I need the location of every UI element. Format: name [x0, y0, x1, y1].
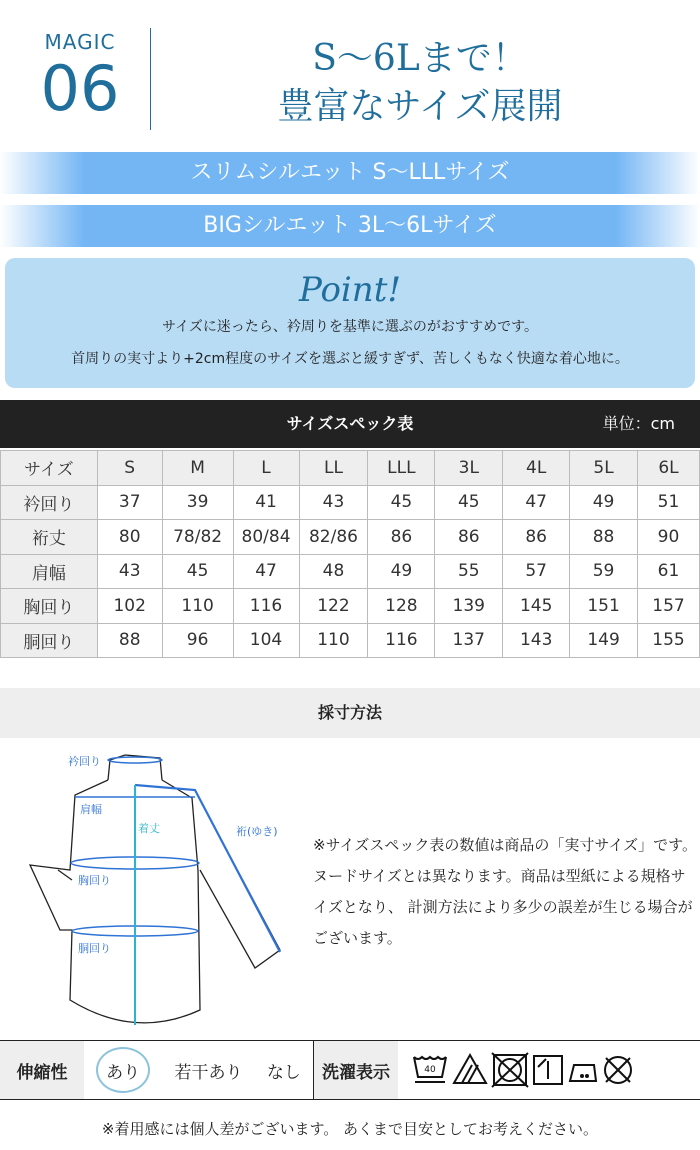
- magic-number: 06: [40, 52, 120, 125]
- table-cell: 80/84: [233, 520, 299, 555]
- title-line2: 豊富なサイズ展開: [277, 86, 563, 127]
- table-cell: 47: [233, 554, 299, 589]
- table-cell: 86: [503, 520, 570, 555]
- table-cell: 86: [368, 520, 435, 555]
- table-row: [1, 554, 700, 589]
- table-cell: 157: [638, 589, 700, 624]
- table-cell: L: [233, 451, 299, 486]
- table-cell: 59: [570, 554, 638, 589]
- table-cell: 96: [162, 623, 233, 658]
- row-label: 衿回り: [1, 485, 98, 520]
- table-header: [0, 400, 700, 448]
- row-label: サイズ: [1, 451, 98, 486]
- table-cell: 55: [435, 554, 503, 589]
- table-cell: 3L: [435, 451, 503, 486]
- label-chest: 胸回り: [78, 874, 111, 887]
- table-row: [1, 589, 700, 624]
- point-box: [5, 258, 695, 388]
- table-cell: 4L: [503, 451, 570, 486]
- table-cell: M: [162, 451, 233, 486]
- table-cell: 49: [570, 485, 638, 520]
- table-cell: 43: [97, 554, 162, 589]
- wash-symbols: [398, 1041, 658, 1099]
- table-cell: 45: [368, 485, 435, 520]
- table-row: [1, 623, 700, 658]
- table-cell: 145: [503, 589, 570, 624]
- label-length: 着丈: [138, 822, 160, 835]
- slim-silhouette-bar: スリムシルエット S〜LLLサイズ: [0, 152, 700, 194]
- point-line2: 首周りの実寸より+2cm程度のサイズを選ぶと緩すぎず、苦しくもなく快適な着心地に。: [71, 351, 629, 367]
- no-bleach-chlorine-icon: [454, 1055, 486, 1083]
- table-cell: 78/82: [162, 520, 233, 555]
- table-cell: 149: [570, 623, 638, 658]
- no-dry-clean-icon: [605, 1057, 631, 1083]
- shirt-diagram: [0, 740, 300, 1035]
- table-row: [1, 485, 700, 520]
- row-label: 裄丈: [1, 520, 98, 555]
- table-cell: 86: [435, 520, 503, 555]
- table-cell: 57: [503, 554, 570, 589]
- table-cell: 102: [97, 589, 162, 624]
- no-tumble-dry-icon: [492, 1053, 528, 1087]
- table-cell: 43: [299, 485, 368, 520]
- table-cell: 48: [299, 554, 368, 589]
- table-cell: 39: [162, 485, 233, 520]
- measure-title: 採寸方法: [0, 688, 700, 738]
- label-sleeve: 裄(ゆき): [236, 825, 278, 838]
- table-row: [1, 451, 700, 486]
- table-cell: 6L: [638, 451, 700, 486]
- measure-note: ※サイズスペック表の数値は商品の「実寸サイズ」です。 ヌードサイズとは異なります。商品は型紙による規格サイズとなり、 計測方法により多少の誤差が生じる場合がございます。: [313, 836, 697, 947]
- table-cell: S: [97, 451, 162, 486]
- wash-temp: 40: [424, 1065, 436, 1075]
- table-row: [1, 520, 700, 555]
- spec-row: [0, 1040, 700, 1100]
- row-label: 肩幅: [1, 554, 98, 589]
- table-cell: 122: [299, 589, 368, 624]
- table-unit: 単位：cm: [602, 414, 675, 433]
- row-label: 胴回り: [1, 623, 98, 658]
- label-shoulder: 肩幅: [80, 803, 102, 816]
- table-cell: 41: [233, 485, 299, 520]
- table-cell: 88: [570, 520, 638, 555]
- iron-icon: [570, 1065, 596, 1081]
- table-cell: LLL: [368, 451, 435, 486]
- table-cell: 82/86: [299, 520, 368, 555]
- label-collar: 衿回り: [68, 755, 101, 768]
- table-cell: 90: [638, 520, 700, 555]
- table-cell: 45: [162, 554, 233, 589]
- table-cell: 49: [368, 554, 435, 589]
- point-title: Point!: [298, 270, 402, 310]
- table-cell: 5L: [570, 451, 638, 486]
- big-silhouette-bar: BIGシルエット 3L〜6Lサイズ: [0, 205, 700, 247]
- table-cell: 110: [299, 623, 368, 658]
- table-cell: LL: [299, 451, 368, 486]
- line-dry-icon: [534, 1056, 562, 1084]
- table-cell: 47: [503, 485, 570, 520]
- table-cell: 155: [638, 623, 700, 658]
- table-cell: 143: [503, 623, 570, 658]
- size-table: [0, 450, 700, 658]
- table-cell: 116: [368, 623, 435, 658]
- wash-label: 洗濯表示: [314, 1041, 398, 1099]
- title-line1: S〜6Lまで！: [312, 38, 528, 79]
- table-cell: 37: [97, 485, 162, 520]
- table-cell: 110: [162, 589, 233, 624]
- stretch-option-yes: あり: [96, 1047, 150, 1093]
- magic-label: MAGIC: [44, 30, 116, 54]
- stretch-option-slight: 若干あり: [174, 1062, 243, 1083]
- table-cell: 45: [435, 485, 503, 520]
- table-cell: 128: [368, 589, 435, 624]
- stretch-option-none: なし: [266, 1062, 301, 1083]
- table-cell: 116: [233, 589, 299, 624]
- table-cell: 51: [638, 485, 700, 520]
- table-cell: 137: [435, 623, 503, 658]
- table-cell: 88: [97, 623, 162, 658]
- table-cell: 61: [638, 554, 700, 589]
- row-label: 胸回り: [1, 589, 98, 624]
- table-cell: 139: [435, 589, 503, 624]
- table-title: サイズスペック表: [286, 414, 414, 433]
- divider: [150, 28, 151, 130]
- table-cell: 104: [233, 623, 299, 658]
- table-cell: 80: [97, 520, 162, 555]
- footer-note: ※着用感には個人差がございます。 あくまで目安としてお考えください。: [101, 1120, 599, 1138]
- label-waist: 胴回り: [78, 942, 111, 955]
- table-cell: 151: [570, 589, 638, 624]
- point-line1: サイズに迷ったら、衿周りを基準に選ぶのがおすすめです。: [162, 319, 538, 335]
- stretch-label: 伸縮性: [0, 1041, 84, 1099]
